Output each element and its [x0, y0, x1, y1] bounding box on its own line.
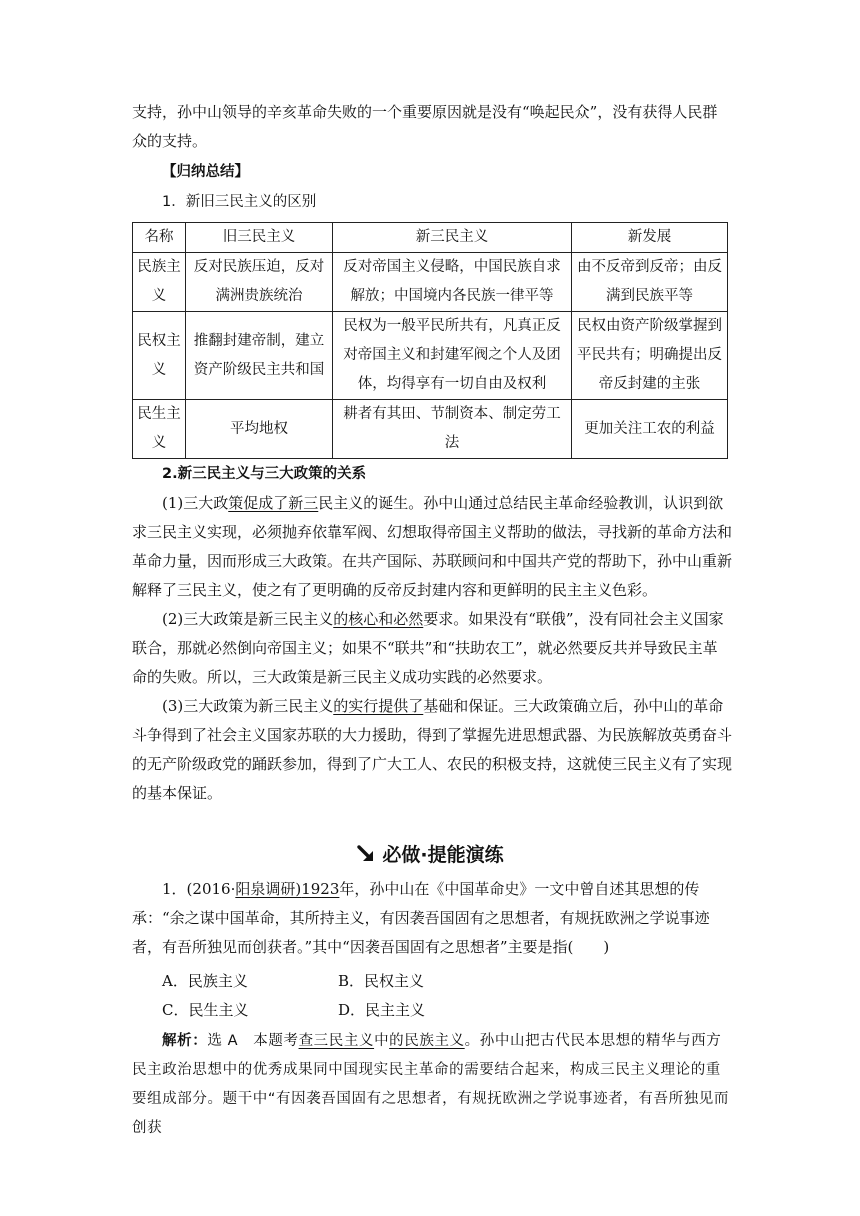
relation-paragraph-2	[132, 605, 732, 692]
section-title: 必做·提能演练	[382, 844, 504, 866]
text-run: (2)三大政策是新三民主义	[162, 610, 334, 628]
comparison-table	[132, 222, 728, 459]
table-cell: 民权为一般平民所共有，凡真正反对帝国主义和封建军阀之个人及团体，均得享有一切自由及权利	[333, 312, 572, 400]
header-old: 旧三民主义	[186, 223, 333, 253]
underlined-text: 阳泉调研)	[235, 880, 302, 898]
underlined-text: 查三民主义	[298, 1033, 375, 1049]
relation-paragraph-1	[132, 489, 732, 605]
header-development: 新发展	[572, 223, 728, 253]
table-cell: 由不反帝到反帝；由反满到民族平等	[572, 253, 728, 312]
text-run: 年，孙中山在《中国革命史》一文中曾自述其思想的传承：“余之谋中国革命，其所持主义，有因袭吾国固有之思想者，有规抚欧洲之学说事迹者，有吾所独见而创获者。”其中“因袭吾国固有之思想者”主要是指( )	[132, 880, 710, 956]
table-cell: 平均地权	[186, 400, 333, 459]
text-run: 要求。如果没有“联俄”，没有同社会主义国家联合，那就必然倒向帝国主义；如果不“联共”和“扶助农工”，就必然要反共并导致民主革命的失败。所以，三大政策是新三民主义成功实践的必然要求。	[132, 610, 724, 686]
item1-title: 1．新旧三民主义的区别	[162, 194, 317, 210]
section-heading	[0, 840, 860, 867]
intro-paragraph: 支持，孙中山领导的辛亥革命失败的一个重要原因就是没有“唤起民众”，没有获得人民群众的支持。	[132, 103, 718, 150]
relation-title: 2.新三民主义与三大政策的关系	[162, 466, 367, 482]
analysis-answer: 选 A	[207, 1033, 254, 1049]
option-c: C．民生主义	[162, 1001, 249, 1019]
text-run: 本题考	[253, 1033, 299, 1049]
underlined-text: 策促成了新三	[228, 494, 319, 512]
arrow-down-right-icon	[356, 844, 376, 864]
analysis-paragraph	[132, 1027, 732, 1143]
table-row	[133, 312, 728, 400]
table-cell: 耕者有其田、节制资本、制定劳工法	[333, 400, 572, 459]
text-run: 基础和保证。三大政策确立后，孙中山的革命斗争得到了社会主义国家苏联的大力援助，得到了掌握先进思想武器、为民族解放英勇奋斗的无产阶级政党的踊跃参加，得到了广大工人、农民的积极支持，这就使三民主义有了实现的基本保证。	[132, 697, 733, 802]
option-a: A．民族主义	[162, 972, 248, 990]
underlined-text: 的民族主义	[389, 1033, 465, 1049]
table-cell: 反对帝国主义侵略，中国民族自求解放；中国境内各民族一律平等	[333, 253, 572, 312]
table-cell: 反对民族压迫，反对满洲贵族统治	[186, 253, 333, 312]
table-header-row	[133, 223, 728, 253]
summary-heading: 【归纳总结】	[162, 164, 249, 180]
text-run: 民主义的诞生。孙中山通过总结民主革命经验教训，认识到欲求三民主义实现，必须抛弃依靠军阀、幻想取得帝国主义帮助的做法，寻找新的革命方法和革命力量，因而形成三大政策。在共产国际、苏联顾问和中国共产党的帮助下，孙中山重新解释了三民主义，使之有了更明确的反帝反封建内容和更鲜明的民主主义色彩。	[132, 494, 733, 599]
table-cell: 民族主义	[133, 253, 186, 312]
table-cell: 更加关注工农的利益	[572, 400, 728, 459]
text-run: (3)三大政策为新三民主义	[162, 697, 334, 715]
table-cell: 民权主义	[133, 312, 186, 400]
analysis-label: 解析：	[162, 1033, 208, 1049]
table-row	[133, 400, 728, 459]
table-cell: 推翻封建帝制，建立资产阶级民主共和国	[186, 312, 333, 400]
relation-paragraph-3	[132, 692, 732, 808]
underlined-text: 的核心和必然	[333, 610, 424, 628]
option-d: D．民主主义	[338, 1001, 426, 1019]
text-run: 1．(2016·	[162, 880, 236, 898]
table-cell: 民生主义	[133, 400, 186, 459]
table-row	[133, 253, 728, 312]
underlined-text: 的实行提供了	[333, 697, 424, 715]
option-b: B．民权主义	[338, 972, 425, 990]
question-1	[132, 875, 732, 962]
header-new: 新三民主义	[333, 223, 572, 253]
text-run: (1)三大政	[162, 494, 229, 512]
text-run: 中	[374, 1033, 390, 1049]
header-name: 名称	[133, 223, 186, 253]
table-cell: 民权由资产阶级掌握到平民共有；明确提出反帝反封建的主张	[572, 312, 728, 400]
text-run: 。孙中山把古代民本思想的精华与西方民主政治思想中的优秀成果同中国现实民主革命的需要结合起来，构成三民主义理论的重要组成部分。题干中“有因袭吾国固有之思想者，有规抚欧洲之学说事迹者，有吾所独见而创获	[132, 1033, 730, 1136]
underlined-text: 1923	[301, 880, 340, 898]
